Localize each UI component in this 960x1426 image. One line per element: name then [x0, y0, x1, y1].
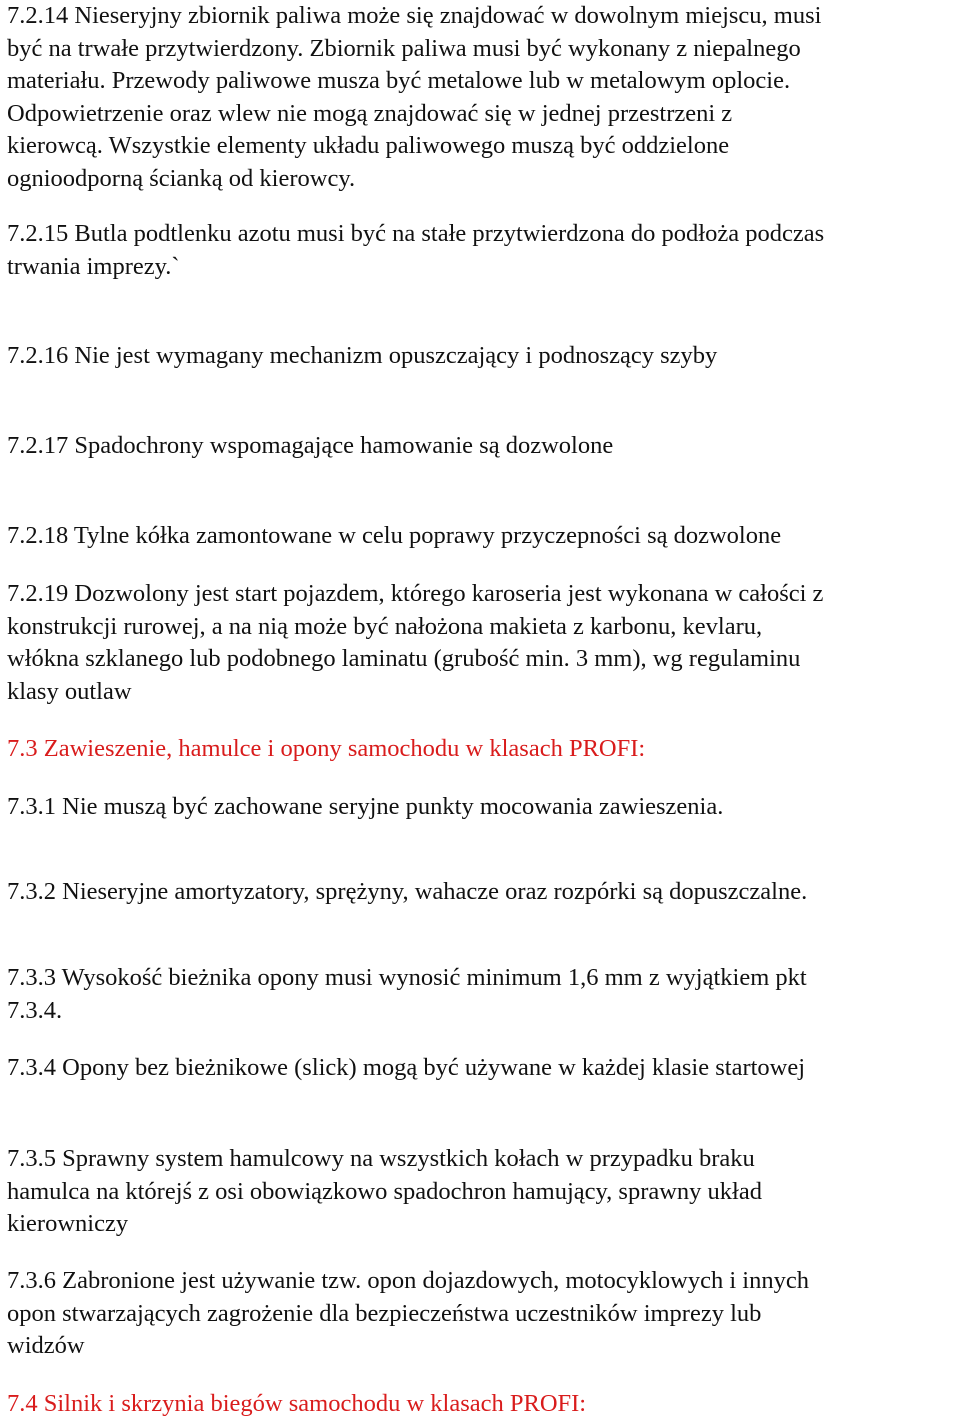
text-line: kierowniczy [7, 1210, 129, 1237]
paragraph-7-2-16 [7, 340, 957, 373]
text-line: 7.3.2 Nieseryjne amortyzatory, sprężyny, wahacze oraz rozpórki są dopuszczalne. [7, 878, 808, 905]
paragraph-7-3-3 [7, 962, 957, 1027]
text-line: 7.2.19 Dozwolony jest start pojazdem, którego karoseria jest wykonana w całości z [7, 580, 824, 607]
text-line: hamulca na którejś z osi obowiązkowo spadochron hamujący, sprawny układ [7, 1177, 762, 1205]
text-line: 7.2.15 Butla podtlenku azotu musi być na stałe przytwierdzona do podłoża podczas [7, 220, 825, 247]
text-line: klasy outlaw [7, 677, 132, 705]
text-line: ognioodporną ścianką od kierowcy. [7, 164, 356, 192]
paragraph-7-2-17 [7, 430, 957, 463]
text-line: 7.3.4. [7, 996, 63, 1024]
paragraph-7-3-2 [7, 876, 957, 909]
paragraph-7-2-19 [7, 578, 957, 708]
heading-text: 7.3 Zawieszenie, hamulce i opony samochodu w klasach PROFI: [7, 735, 646, 762]
text-line: 7.3.1 Nie muszą być zachowane seryjne punkty mocowania zawieszenia. [7, 793, 724, 820]
paragraph-7-3-6 [7, 1265, 957, 1363]
text-line: kierowcą. Wszystkie elementy układu paliwowego muszą być oddzielone [7, 132, 730, 159]
text-line: być na trwałe przytwierdzony. Zbiornik paliwa musi być wykonany z niepalnego [7, 34, 801, 62]
text-line: włókna szklanego lub podobnego laminatu (grubość min. 3 mm), wg regulaminu [7, 645, 801, 672]
text-line: opon stwarzających zagrożenie dla bezpieczeństwa uczestników imprezy lub [7, 1299, 762, 1327]
text-line: 7.3.4 Opony bez bieżnikowe (slick) mogą być używane w każdej klasie startowej [7, 1054, 806, 1081]
paragraph-7-3-5 [7, 1143, 957, 1241]
paragraph-7-2-18 [7, 520, 957, 553]
text-line: widzów [7, 1332, 85, 1359]
paragraph-7-3-1 [7, 791, 957, 824]
heading-text: 7.4 Silnik i skrzynia biegów samochodu w klasach PROFI: [7, 1390, 587, 1417]
section-heading-7-3 [7, 733, 957, 766]
text-line: 7.3.5 Sprawny system hamulcowy na wszystkich kołach w przypadku braku [7, 1145, 755, 1172]
paragraph-7-2-15 [7, 218, 957, 283]
text-line: 7.2.16 Nie jest wymagany mechanizm opuszczający i podnoszący szyby [7, 342, 718, 369]
text-line: Odpowietrzenie oraz wlew nie mogą znajdować się w jednej przestrzeni z [7, 99, 733, 127]
text-line: materiału. Przewody paliwowe musza być metalowe lub w metalowym oplocie. [7, 67, 791, 94]
text-line: konstrukcji rurowej, a na nią może być nałożona makieta z karbonu, kevlaru, [7, 612, 763, 640]
text-line: 7.2.18 Tylne kółka zamontowane w celu poprawy przyczepności są dozwolone [7, 522, 782, 549]
text-line: trwania imprezy.` [7, 252, 180, 280]
text-line: 7.3.3 Wysokość bieżnika opony musi wynosić minimum 1,6 mm z wyjątkiem pkt [7, 964, 807, 991]
text-line: 7.2.14 Nieseryjny zbiornik paliwa może się znajdować w dowolnym miejscu, musi [7, 2, 822, 29]
text-line: 7.2.17 Spadochrony wspomagające hamowanie są dozwolone [7, 432, 614, 459]
section-heading-7-4 [7, 1388, 957, 1421]
paragraph-7-3-4 [7, 1052, 957, 1085]
text-line: 7.3.6 Zabronione jest używanie tzw. opon dojazdowych, motocyklowych i innych [7, 1267, 809, 1294]
paragraph-7-2-14 [7, 0, 957, 195]
